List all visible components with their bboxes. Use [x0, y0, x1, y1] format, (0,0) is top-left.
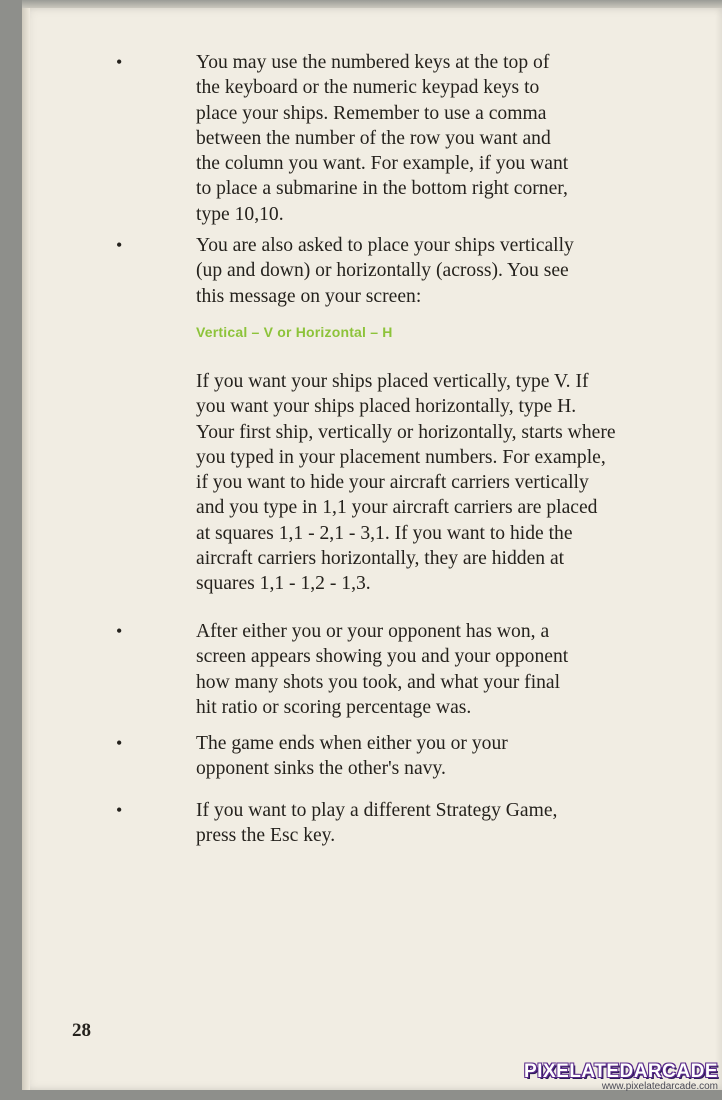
bullet-dot: • — [116, 235, 123, 255]
bullet-text: You may use the numbered keys at the top of the keyboard or the numeric keypad keys to place your ships. Remember to use a comma between the number of the row you want and the column you want. For example, if you want to place a submarine in the bottom right corner, type 10,10. — [196, 52, 569, 225]
bullet-item-orientation — [116, 233, 576, 309]
bullet-text: If you want to play a different Strategy Game, press the Esc key. — [196, 800, 558, 847]
bullet-dot: • — [116, 621, 123, 641]
page-number: 28 — [72, 1020, 91, 1041]
bullet-item-game-over — [116, 619, 576, 720]
watermark — [524, 1061, 718, 1092]
bullet-dot: • — [116, 733, 123, 753]
watermark-logo: PIXELATEDARCADE — [524, 1061, 718, 1082]
bullet-dot: • — [116, 52, 123, 72]
bullet-item-game-ends — [116, 731, 576, 782]
bullet-item-keys — [116, 50, 576, 227]
bullet-text: You are also asked to place your ships vertically (up and down) or horizontally (across). You see this message on your screen: — [196, 235, 574, 307]
bullet-item-esc-key — [116, 798, 576, 849]
bullet-dot: • — [116, 800, 123, 820]
screen-prompt-message: Vertical – V or Horizontal – H — [196, 324, 393, 340]
bullet-text: After either you or your opponent has won, a screen appears showing you and your opponent how many shots you took, and what your final hit ratio or scoring percentage was. — [196, 621, 569, 718]
watermark-url: www.pixelatedarcade.com — [601, 1081, 718, 1092]
orientation-explanation-paragraph: If you want your ships placed vertically, type V. If you want your ships placed horizontally, type H. Your first ship, vertically or horizontally, starts where you typed in your placement numbers. For example, if you want to hide your aircraft carriers vertically and you type in 1,1 your aircraft carriers are placed at squares 1,1 - 2,1 - 3,1. If you want to hide the aircraft carriers horizontally, they are hidden at squares 1,1 - 1,2 - 1,3. — [196, 371, 616, 595]
bullet-text: The game ends when either you or your opponent sinks the other's navy. — [196, 733, 508, 780]
